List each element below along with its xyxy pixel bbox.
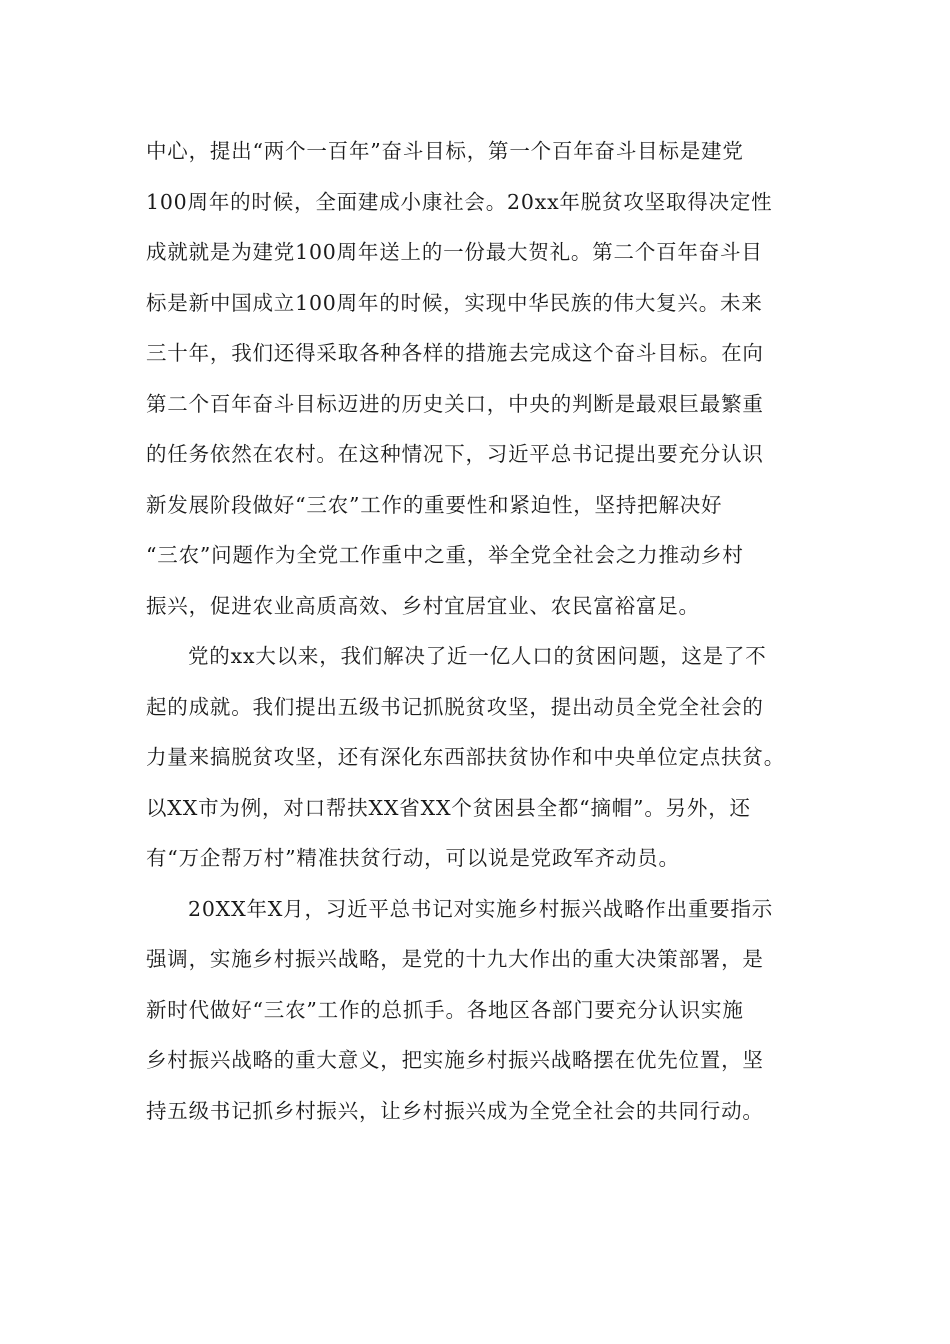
text-line: 党的xx大以来，我们解决了近一亿人口的贫困问题，这是了不: [188, 644, 767, 668]
text-line: 持五级书记抓乡村振兴，让乡村振兴成为全党全社会的共同行动。: [146, 1098, 764, 1123]
text-line: 中心，提出“两个一百年”奋斗目标，第一个百年奋斗目标是建党: [146, 139, 744, 163]
document-body: [146, 126, 810, 1136]
text-line: 第二个百年奋斗目标迈进的历史关口，中央的判断是最艰巨最繁重: [146, 391, 764, 416]
text-line: 力量来搞脱贫攻坚，还有深化东西部扶贫协作和中央单位定点扶贫。: [146, 745, 785, 769]
text-line: 新发展阶段做好“三农”工作的重要性和紧迫性，坚持把解决好: [146, 492, 723, 517]
text-line: “三农”问题作为全党工作重中之重，举全党全社会之力推动乡村: [146, 543, 744, 567]
text-line: 振兴，促进农业高质高效、乡村宜居宜业、农民富裕富足。: [146, 593, 700, 618]
text-line: 有“万企帮万村”精准扶贫行动，可以说是党政军齐动员。: [146, 846, 680, 870]
text-line: 新时代做好“三农”工作的总抓手。各地区各部门要充分认识实施: [146, 997, 744, 1022]
text-line: 三十年，我们还得采取各种各样的措施去完成这个奋斗目标。在向: [146, 341, 764, 365]
text-line: 强调，实施乡村振兴战略，是党的十九大作出的重大决策部署，是: [146, 947, 764, 971]
text-line: 100周年的时候，全面建成小康社会。20xx年脱贫攻坚取得决定性: [146, 189, 773, 214]
text-line: 以XX市为例，对口帮扶XX省XX个贫困县全都“摘帽”。另外，还: [146, 795, 751, 820]
text-line: 的任务依然在农村。在这种情况下，习近平总书记提出要充分认识: [146, 442, 764, 466]
text-line: 成就就是为建党100周年送上的一份最大贺礼。第二个百年奋斗目: [146, 240, 763, 264]
text-line: 标是新中国成立100周年的时候，实现中华民族的伟大复兴。未来: [146, 290, 763, 315]
text-line: 起的成就。我们提出五级书记抓脱贫攻坚，提出动员全党全社会的: [146, 694, 764, 719]
text-line: 20XX年X月，习近平总书记对实施乡村振兴战略作出重要指示: [188, 896, 774, 921]
text-line: 乡村振兴战略的重大意义，把实施乡村振兴战略摆在优先位置，坚: [146, 1048, 764, 1072]
